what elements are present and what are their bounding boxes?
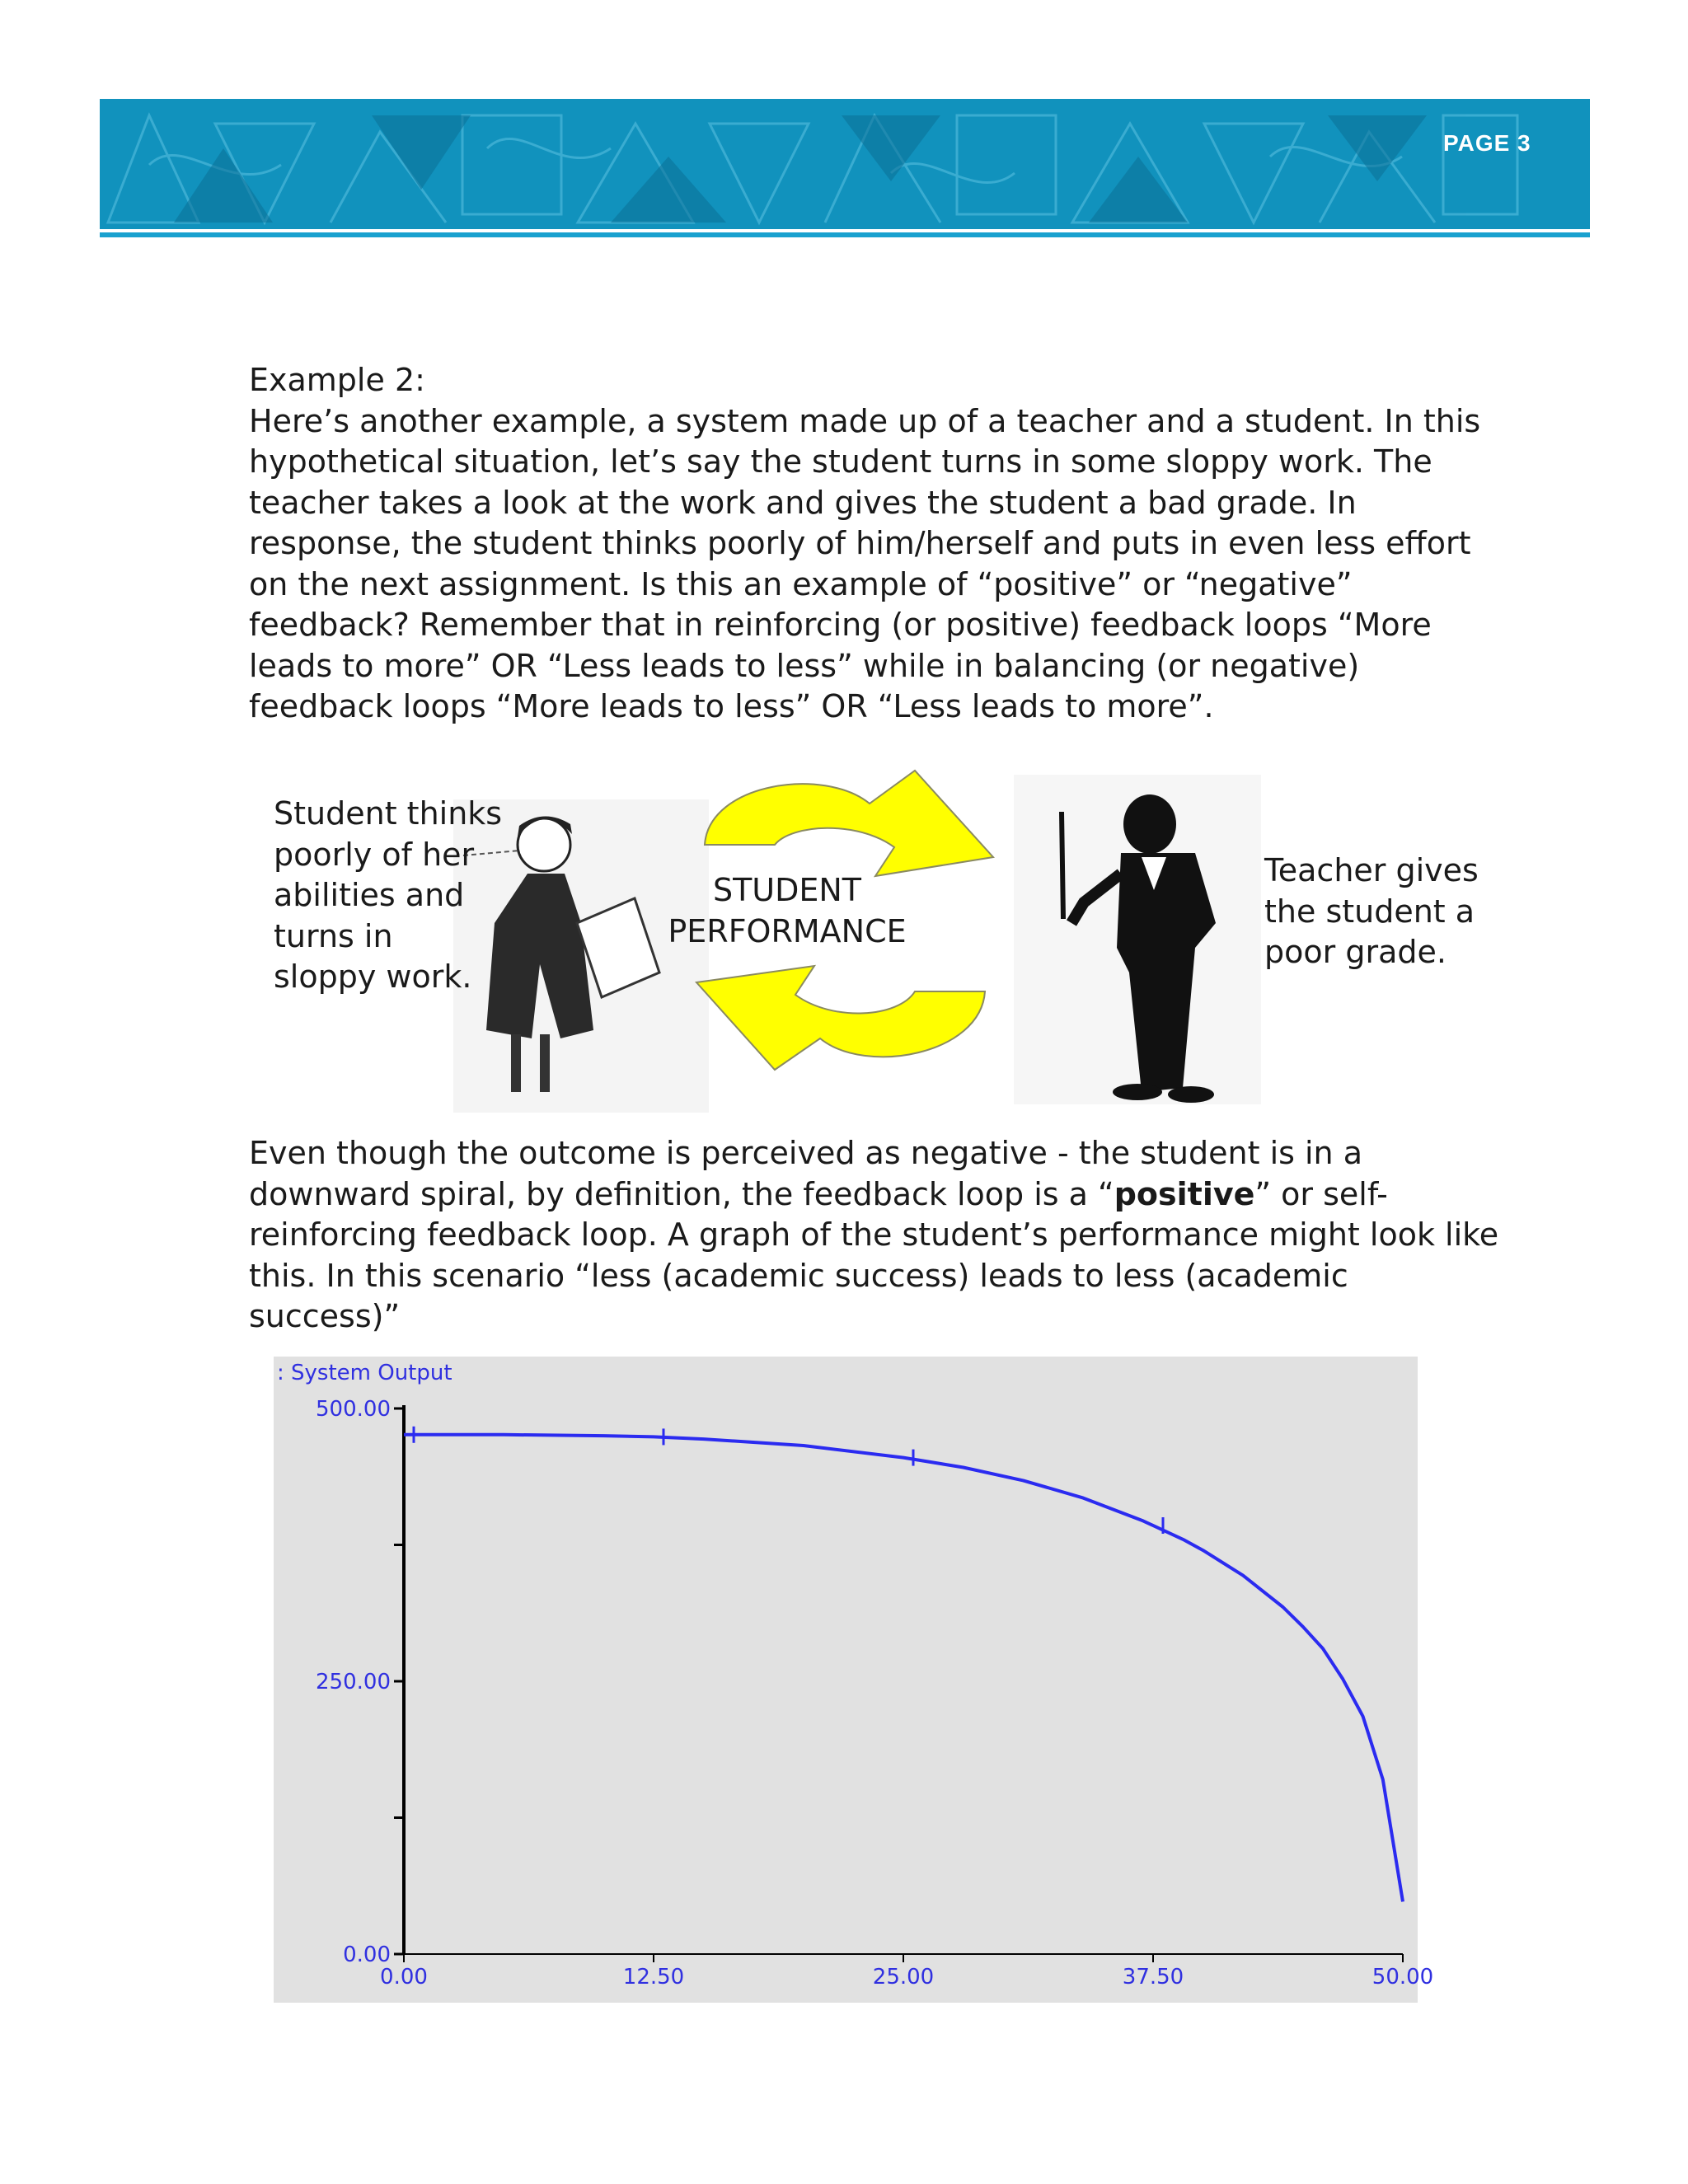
explanation-text-before: Even though the outcome is perceived as negative - the student is in a downward spiral, by definition, the feedback loop is a “ [249, 1135, 1363, 1212]
y-tick-label: 0.00 [343, 1943, 391, 1967]
explanation-text-after: ” or self-reinforcing feedback loop. A graph of the student’s performance might look like this. In this scenario “less (academic success) leads to less (academic success)” [249, 1175, 1499, 1334]
student-label: Student thinks poorly of her abilities and turns in sloppy work. [274, 795, 503, 995]
center-label [663, 869, 911, 952]
x-tick-label: 50.00 [1372, 1965, 1434, 1990]
explanation-bold-word: positive [1114, 1175, 1255, 1212]
x-tick-label: 12.50 [622, 1965, 685, 1990]
example-section [249, 360, 1502, 728]
example-paragraph: Here’s another example, a system made up of a teacher and a student. In this hypothetical situation, let’s say the student turns in some sloppy work. The teacher takes a look at the work and gives the student a bad grade. In response, the student thinks poorly of him/herself and puts in even less effort on the next assignment. Is this an example of “positive” or “negative” feedback? Remember that in reinforcing (or positive) feedback loops “More leads to more” OR “Less leads to less” while in balancing (or negative) feedback loops “More leads to less” OR “Less leads to more”. [249, 402, 1481, 724]
bottom-loop-arrow [696, 966, 985, 1070]
chart-ticks [316, 1397, 1433, 1990]
chart-title: : System Output [277, 1361, 452, 1385]
x-tick-label: 37.50 [1122, 1965, 1184, 1990]
center-label-line2: PERFORMANCE [668, 913, 907, 949]
x-tick-label: 25.00 [872, 1965, 935, 1990]
series-line [404, 1435, 1403, 1902]
example-heading: Example 2: [249, 362, 425, 398]
banner-pattern [100, 99, 1590, 239]
explanation-paragraph [249, 1133, 1502, 1338]
system-output-chart [274, 1357, 1434, 2003]
center-label-line1: STUDENT [712, 872, 862, 908]
page-banner [100, 99, 1590, 239]
y-tick-label: 250.00 [316, 1670, 391, 1694]
chart-series [404, 1427, 1403, 1902]
chart-canvas [274, 1357, 1434, 2003]
top-loop-arrow [705, 771, 993, 876]
x-tick-label: 0.00 [380, 1965, 428, 1990]
teacher-label: Teacher gives the student a poor grade. [1264, 852, 1479, 970]
y-tick-label: 500.00 [316, 1397, 391, 1422]
page-number: PAGE 3 [1443, 130, 1531, 156]
chart-axes [404, 1405, 1403, 1954]
feedback-loop-diagram [247, 758, 1550, 1121]
